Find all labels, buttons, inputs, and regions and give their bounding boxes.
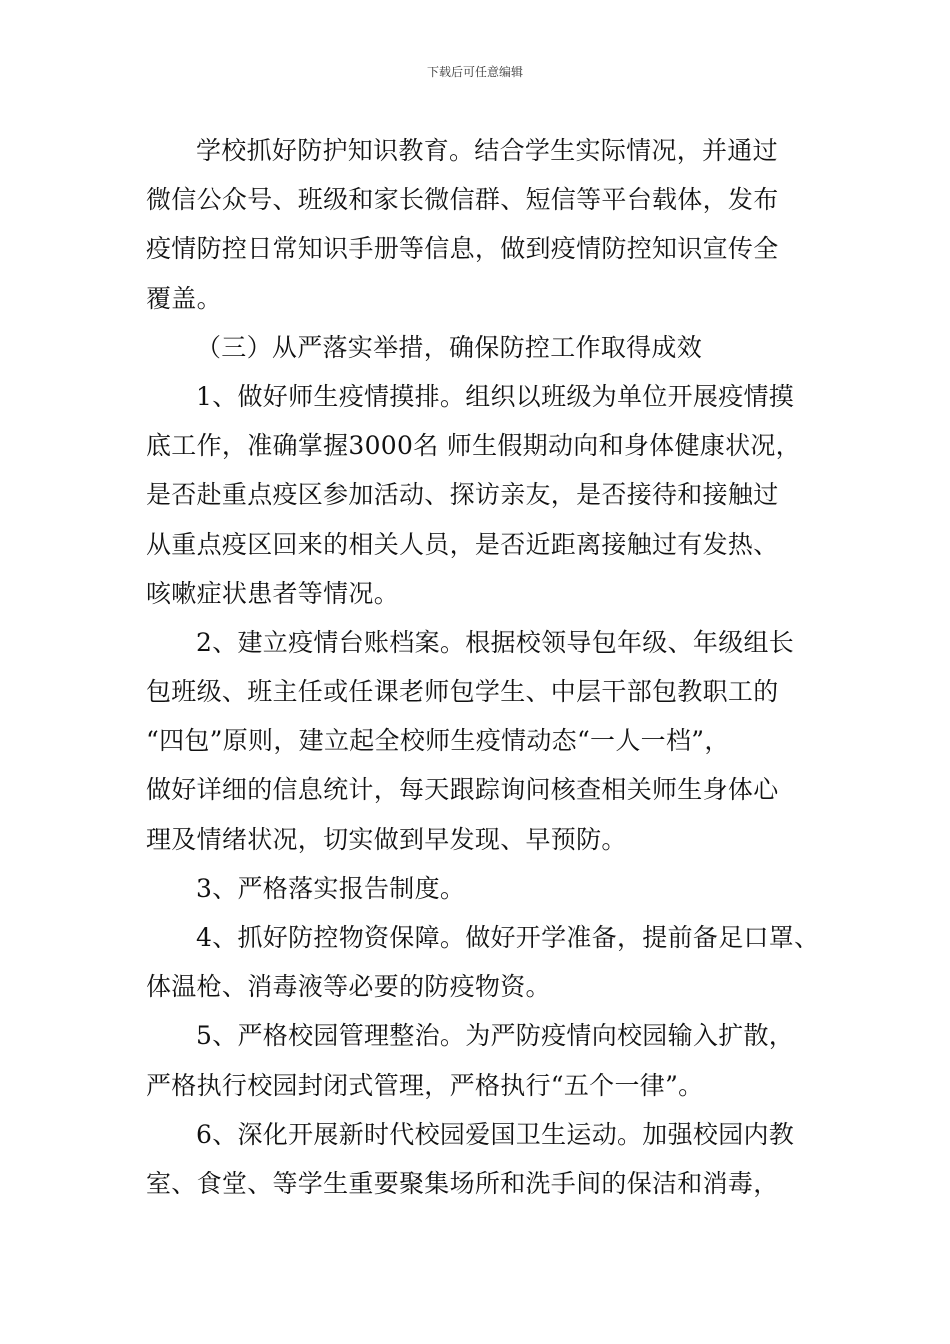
text-line: 5、严格校园管理整治。为严防疫情向校园输入扩散，: [196, 1021, 795, 1051]
document-body: [146, 126, 826, 1208]
text-line: 4、抓好防控物资保障。做好开学准备，提前备足口罩、: [196, 923, 820, 952]
text-line: 是否赴重点疫区参加活动、探访亲友，是否接待和接触过: [146, 480, 779, 510]
text-line: 室、食堂、等学生重要聚集场所和洗手间的保洁和消毒，: [146, 1168, 779, 1198]
text-line: 1、做好师生疫情摸排。组织以班级为单位开展疫情摸: [196, 381, 795, 411]
page-header: 下载后可任意编辑: [426, 65, 523, 79]
text-line: 微信公众号、班级和家长微信群、短信等平台载体，发布: [146, 185, 779, 215]
text-line: 覆盖。: [146, 283, 222, 313]
text-line: 2、建立疫情台账档案。根据校领导包年级、年级组长: [196, 627, 795, 657]
text-line: 体温枪、消毒液等必要的防疫物资。: [146, 972, 551, 1002]
text-line: 理及情绪状况，切实做到早发现、早预防。: [146, 824, 627, 854]
text-line: 咳嗽症状患者等情况。: [146, 578, 400, 608]
text-line: 包班级、班主任或任课老师包学生、中层干部包教职工的: [146, 677, 779, 707]
text-line: 严格执行校园封闭式管理，严格执行“五个一律”。: [146, 1070, 704, 1100]
text-line: “四包”原则，建立起全校师生疫情动态“一人一档”，: [146, 726, 730, 756]
text-line: 学校抓好防护知识教育。结合学生实际情况，并通过: [196, 136, 778, 165]
text-line: 底工作，准确掌握3000名 师生假期动向和身体健康状况，: [146, 431, 801, 461]
text-line: 从重点疫区回来的相关人员，是否近距离接触过有发热、: [146, 529, 779, 559]
text-line: 做好详细的信息统计，每天跟踪询问核查相关师生身体心: [146, 775, 779, 805]
text-line: 疫情防控日常知识手册等信息，做到疫情防控知识宣传全: [146, 234, 779, 264]
section-heading: （三）从严落实举措，确保防控工作取得成效: [196, 332, 703, 362]
text-line: 3、严格落实报告制度。: [196, 873, 466, 903]
text-line: 6、深化开展新时代校园爱国卫生运动。加强校园内教: [196, 1119, 795, 1149]
